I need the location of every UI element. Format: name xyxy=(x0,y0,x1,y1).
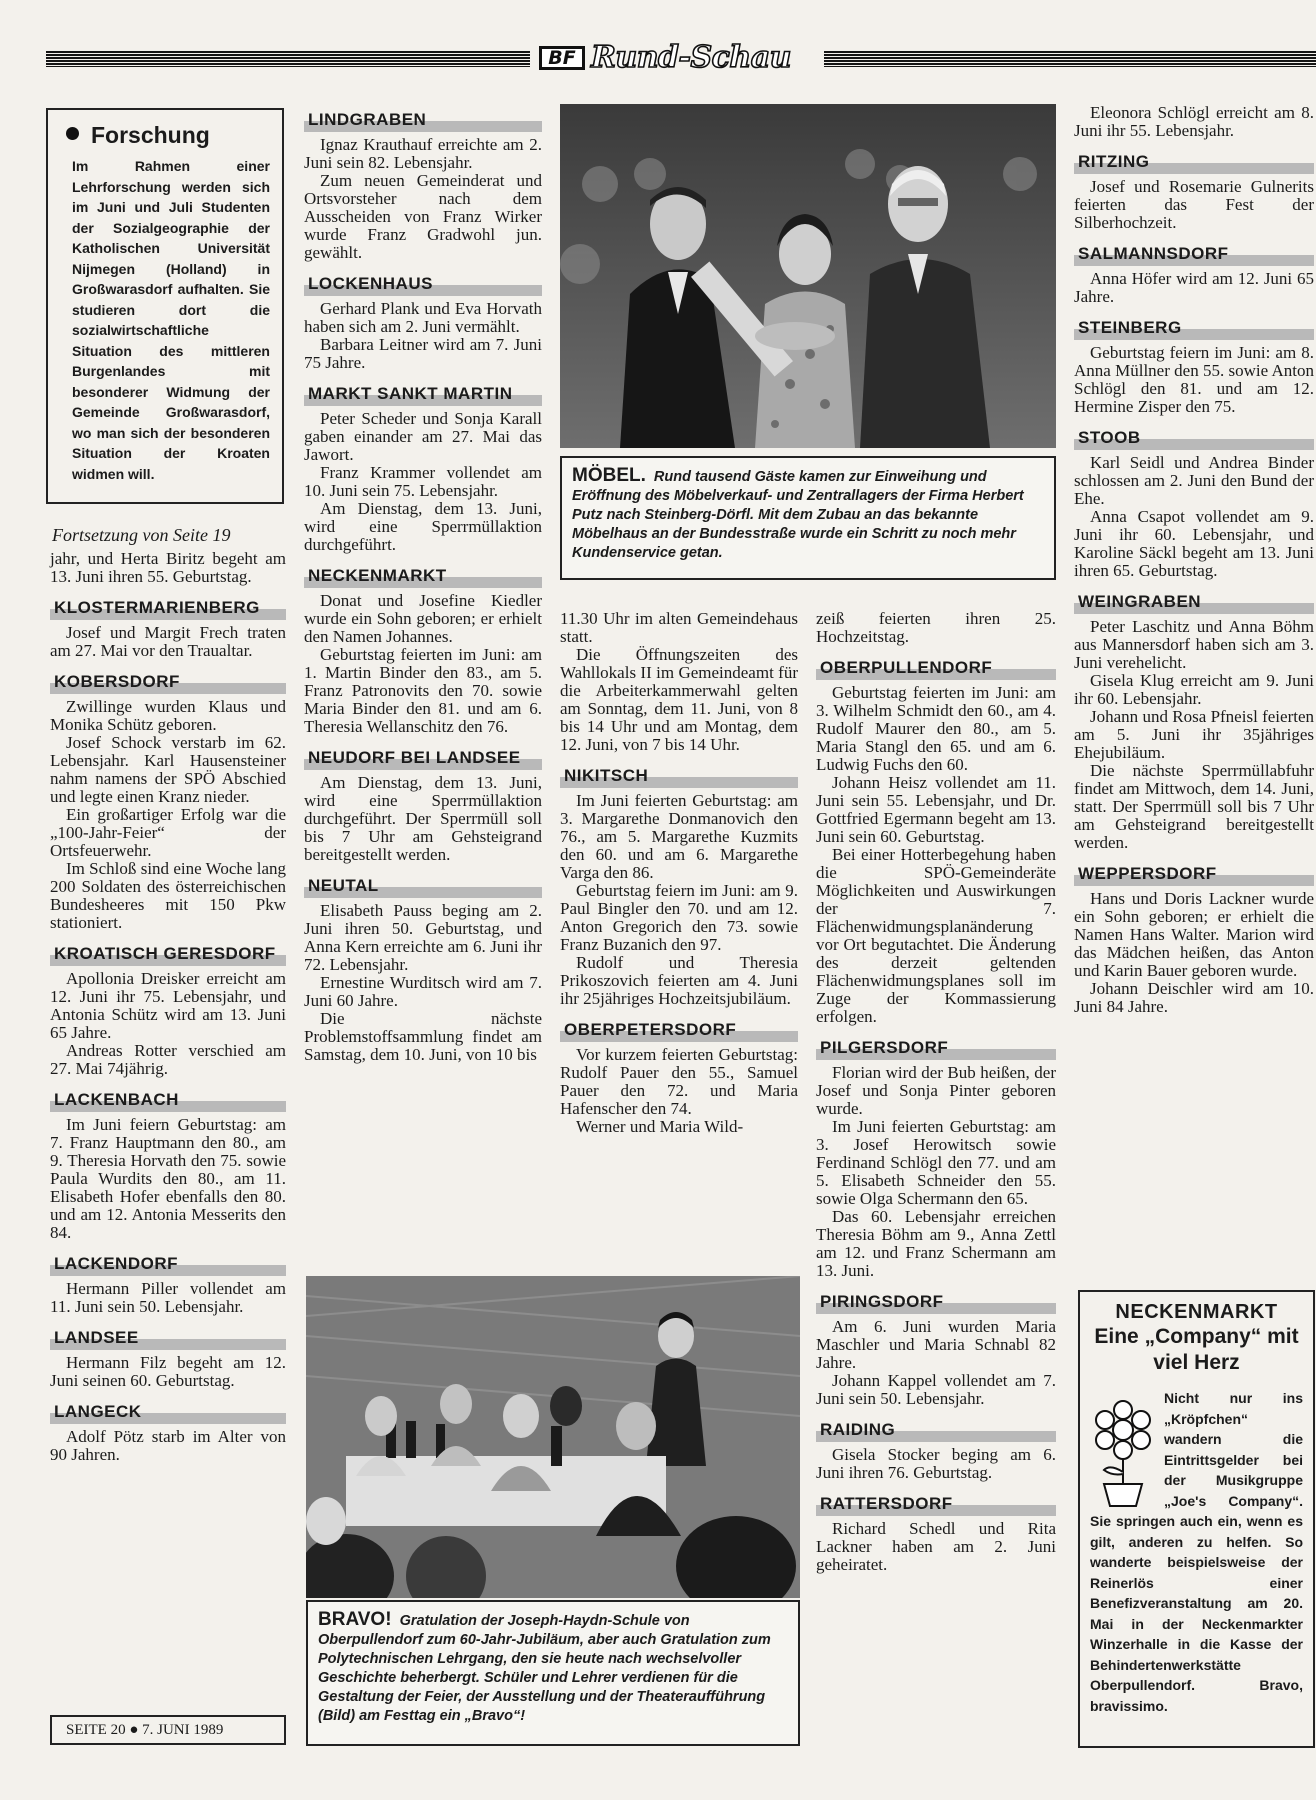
article-text: Adolf Pötz starb im Alter von 90 Jahren. xyxy=(50,1427,286,1464)
heading-lindgraben: LINDGRABEN xyxy=(304,108,542,132)
article-text: Im Juni feiern Geburtstag: am 7. Franz Hauptmann den 80., am 9. Theresia Horvath den 75. sowie Paula Wurdits den 80., am 11. Elisabeth Hofer ebenfalls den 80. und am 12. Antonia Messerits den 84. xyxy=(50,1115,286,1242)
column-5 xyxy=(1074,104,1314,1016)
heading-lackendorf: LACKENDORF xyxy=(50,1252,286,1276)
article-text: Barbara Leitner wird am 7. Juni 75 Jahre. xyxy=(304,335,542,372)
article-text: Donat und Josefine Kiedler wurde ein Sohn geboren; er erhielt den Namen Johannes. xyxy=(304,591,542,646)
heading-weppersdorf: WEPPERSDORF xyxy=(1074,862,1314,886)
heading-lockenhaus: LOCKENHAUS xyxy=(304,272,542,296)
article-text: Karl Seidl und Andrea Binder schlossen am 2. Juni den Bund der Ehe. xyxy=(1074,453,1314,508)
article-text: Im Juni feierten Geburtstag: am 3. Josef Herowitsch sowie Ferdinand Schlögl den 77. und am 5. Elisabeth Schneider den 55. sowie Olga Schermann den 65. xyxy=(816,1117,1056,1208)
column-2 xyxy=(304,100,542,1064)
heading-lackenbach: LACKENBACH xyxy=(50,1088,286,1112)
heading-markt-sankt-martin: MARKT SANKT MARTIN xyxy=(304,382,542,406)
heading-nikitsch: NIKITSCH xyxy=(560,764,798,788)
article-text: Werner und Maria Wild- xyxy=(576,1117,744,1136)
article-text: Peter Laschitz und Anna Böhm aus Mannersdorf haben sich am 3. Juni verehelicht. xyxy=(1074,617,1314,672)
article-text: Ein großartiger Erfolg war die „100-Jahr-Feier“ der Ortsfeuerwehr. xyxy=(50,805,286,860)
article-text: Richard Schedl und Rita Lackner haben am 2. Juni geheiratet. xyxy=(816,1519,1056,1574)
article-text: Zwillinge wurden Klaus und Monika Schütz geboren. xyxy=(50,697,286,734)
heading-piringsdorf: PIRINGSDORF xyxy=(816,1290,1056,1314)
article-text: Das 60. Lebensjahr erreichen Theresia Böhm am 9., Anna Zettl am 12. und Franz Schermann am 13. Juni. xyxy=(816,1207,1056,1280)
masthead xyxy=(46,40,1316,75)
moebel-photo xyxy=(560,104,1056,448)
article-text: Bei einer Hotterbegehung haben die SPÖ-Gemeinderäte Möglichkeiten und Auswirkungen der 7. Flächenwidmungsplanänderung vor Ort begutachtet. Die Änderung des derzeit geltenden Flächenwidmungsplanes soll im Zuge der Kommassierung erfolgen. xyxy=(816,845,1056,1026)
article-text: Zum neuen Gemeinderat und Ortsvorsteher nach dem Ausscheiden von Franz Wirker wurde Franz Gradwohl jun. gewählt. xyxy=(304,171,542,262)
heading-kroatisch-geresdorf: KROATISCH GERESDORF xyxy=(50,942,286,966)
article-text: Im Juni feierten Geburtstag: am 3. Margarethe Donmanovich den 76., am 5. Margarethe Kuzmits den 60. und am 6. Margarethe Varga den 86. xyxy=(560,791,798,882)
article-text: Am 6. Juni wurden Maria Maschler und Maria Schnabl 82 Jahre. xyxy=(816,1317,1056,1372)
article-text: Elisabeth Pauss beging am 2. Juni ihren 50. Geburtstag, und Anna Kern erreichte am 6. Juni ihr 72. Lebensjahr. xyxy=(304,901,542,974)
continuation-note: Fortsetzung von Seite 19 xyxy=(52,525,231,545)
heading-ritzing: RITZING xyxy=(1074,150,1314,174)
heading-pilgersdorf: PILGERSDORF xyxy=(816,1036,1056,1060)
forschung-title: Forschung xyxy=(66,122,270,148)
bravo-caption xyxy=(306,1600,800,1746)
article-text: Am Dienstag, dem 13. Juni, wird eine Sperrmüllaktion durchgeführt. Der Sperrmüll soll bis 7 Uhr am Gehsteigrand bereitgestellt werden. xyxy=(304,773,542,864)
article-text: Rudolf und Theresia Prikoszovich feierten am 4. Juni ihr 25jähriges Hochzeitsjubiläum. xyxy=(560,953,798,1008)
article-text: Peter Scheder und Sonja Karall gaben einander am 27. Mai das Jawort. xyxy=(304,409,542,464)
article-text: Vor kurzem feierten Geburtstag: Rudolf Pauer den 55., Samuel Pauer den 72. und Maria Hafenscher den 74. xyxy=(560,1045,798,1118)
heading-rattersdorf: RATTERSDORF xyxy=(816,1492,1056,1516)
article-text: Die nächste Sperrmüllabfuhr findet am Mittwoch, dem 14. Juni, statt. Der Sperrmüll soll bis 7 Uhr am Gehsteigrand bereitgestellt werden. xyxy=(1074,761,1314,852)
flower-pot-icon xyxy=(1090,1398,1156,1508)
heading-stoob: STOOB xyxy=(1074,426,1314,450)
article-text: Ignaz Krauthauf erreichte am 2. Juni sein 82. Lebensjahr. xyxy=(304,135,542,172)
article-text: Gisela Klug erreicht am 9. Juni ihr 60. Lebensjahr. xyxy=(1074,671,1314,708)
heading-oberpullendorf: OBERPULLENDORF xyxy=(816,656,1056,680)
article-text: Johann Heisz vollendet am 11. Juni sein 55. Lebensjahr, und Dr. Gottfried Egermann begeht am 13. Juni sein 60. Geburtstag. xyxy=(816,773,1056,846)
moebel-caption xyxy=(560,456,1056,580)
masthead-rule-right xyxy=(824,51,1316,67)
company-box-head: NECKENMARKT xyxy=(1115,1301,1278,1323)
column-3 xyxy=(560,610,798,1136)
bf-logo: BF xyxy=(539,46,585,70)
article-text: Ernestine Wurditsch wird am 7. Juni 60 Jahre. xyxy=(304,973,542,1010)
article-text: Josef und Rosemarie Gulnerits feierten das Fest der Silberhochzeit. xyxy=(1074,177,1314,232)
heading-neckenmarkt: NECKENMARKT xyxy=(304,564,542,588)
forschung-box xyxy=(46,108,284,504)
article-text: Im Schloß sind eine Woche lang 200 Soldaten des österreichischen Bundesheeres mit 150 Pkw stationiert. xyxy=(50,859,286,932)
company-box-body xyxy=(1090,1388,1303,1716)
article-text: Hans und Doris Lackner wurde ein Sohn geboren; er erhielt die Namen Hans Walter. Marion wird das Mädchen heißen, das Anton und Karin Bauer geboren wurde. xyxy=(1074,889,1314,980)
moebel-photo-image xyxy=(560,104,1056,448)
moebel-caption-text: Rund tausend Gäste kamen zur Einweihung und Eröffnung des Möbelverkauf- und Zentrallagers der Firma Herbert Putz nach Steinberg-Dörfl. Mit dem Zubau an das bekannte Möbelhaus an der Bundesstraße wurde ein Schritt zu noch mehr Kundenservice getan. xyxy=(572,469,1024,561)
heading-salmannsdorf: SALMANNSDORF xyxy=(1074,242,1314,266)
article-text: Hermann Piller vollendet am 11. Juni sein 50. Lebensjahr. xyxy=(50,1279,286,1316)
company-box xyxy=(1078,1290,1315,1748)
article-text: Josef und Margit Frech traten am 27. Mai vor den Traualtar. xyxy=(50,623,286,660)
page-footer: SEITE 20 ● 7. JUNI 1989 xyxy=(50,1715,286,1745)
heading-landsee: LANDSEE xyxy=(50,1326,286,1350)
article-text: Geburtstag feiern im Juni: am 8. Anna Müllner den 55. sowie Anton Schlögl den 81. und am 12. Hermine Zisper den 75. xyxy=(1074,343,1314,416)
article-text: jahr, und Herta Biritz begeht am 13. Juni ihren 55. Geburtstag. xyxy=(50,549,286,586)
heading-kobersdorf: KOBERSDORF xyxy=(50,670,286,694)
article-text: 11.30 Uhr im alten Gemeindehaus statt. xyxy=(560,609,798,646)
heading-klostermarienberg: KLOSTERMARIENBERG xyxy=(50,596,286,620)
article-text: Hermann Filz begeht am 12. Juni seinen 60. Geburtstag. xyxy=(50,1353,286,1390)
heading-steinberg: STEINBERG xyxy=(1074,316,1314,340)
article-text: Florian wird der Bub heißen, der Josef und Sonja Pinter geboren wurde. xyxy=(816,1063,1056,1118)
masthead-rule-left xyxy=(46,51,530,67)
bullet-icon xyxy=(66,127,79,140)
article-text: Johann Deischler wird am 10. Juni 84 Jahre. xyxy=(1074,979,1314,1016)
masthead-logo xyxy=(535,40,815,75)
article-text: Eleonora Schlögl erreicht am 8. Juni ihr 55. Lebensjahr. xyxy=(1074,103,1314,140)
article-text: Anna Csapot vollendet am 9. Juni ihr 60. Lebensjahr, und Karoline Säckl begeht am 13. Juni ihren 65. Geburtstag. xyxy=(1074,507,1314,580)
article-text: Gerhard Plank und Eva Horvath haben sich am 2. Juni vermählt. xyxy=(304,299,542,336)
article-text: Andreas Rotter verschied am 27. Mai 74jährig. xyxy=(50,1041,286,1078)
article-text: Geburtstag feierten im Juni: am 3. Wilhelm Schmidt den 60., am 4. Rudolf Maurer den 80., am 5. Maria Stangl den 65. und am 6. Ludwig Fuchs den 60. xyxy=(816,683,1056,774)
bravo-caption-head: BRAVO! xyxy=(318,1609,392,1630)
article-text: Geburtstag feiern im Juni: am 9. Paul Bingler den 70. und am 12. Anton Gregorich den 73. sowie Franz Buzanich den 97. xyxy=(560,881,798,954)
bravo-photo xyxy=(306,1276,800,1598)
heading-neutal: NEUTAL xyxy=(304,874,542,898)
bravo-photo-image xyxy=(306,1276,800,1598)
heading-raiding: RAIDING xyxy=(816,1418,1056,1442)
article-text: Am Dienstag, dem 13. Juni, wird eine Sperrmüllaktion durchgeführt. xyxy=(304,499,542,554)
heading-oberpetersdorf: OBERPETERSDORF xyxy=(560,1018,798,1042)
company-box-title: Eine „Company“ mit viel Herz xyxy=(1094,1325,1299,1374)
article-text: Die nächste Problemstoffsammlung findet am Samstag, dem 10. Juni, von 10 bis xyxy=(304,1009,542,1064)
column-4 xyxy=(816,610,1056,1574)
section-title: Rund-Schau xyxy=(591,40,791,75)
moebel-caption-head: MÖBEL. xyxy=(572,465,646,486)
article-text: Franz Krammer vollendet am 10. Juni sein 75. Lebensjahr. xyxy=(304,463,542,500)
forschung-text: Im Rahmen einer Lehrforschung werden sich im Juni und Juli Studenten der Sozialgeographie der Katholischen Universität Nijmegen (Holland) in Großwarasdorf aufhalten. Sie studieren dort die sozialwirtschaftliche Situation des mittleren Burgenlandes mit besonderer Widmung der Gemeinde Großwarasdorf, wo man sich der besonderen Situation der Kroaten widmen will. xyxy=(72,158,270,482)
heading-weingraben: WEINGRABEN xyxy=(1074,590,1314,614)
article-text: Apollonia Dreisker erreicht am 12. Juni ihr 75. Lebensjahr, und Antonia Schütz wird am 13. Juni 65 Jahre. xyxy=(50,969,286,1042)
company-box-text: Nicht nur ins „Kröpfchen“ wandern die Eintrittsgelder bei der Musikgruppe „Joe's Company“. Sie springen auch ein, wenn es gilt, anderen zu helfen. So wanderte beispielsweise der Reinerlös einer Benefizveranstaltung am 20. Mai in der Neckenmarkter Winzerhalle in die Kasse der Behindertenwerkstätte Oberpullendorf. Bravo, bravissimo. xyxy=(1090,1390,1303,1714)
article-text: Josef Schock verstarb im 62. Lebensjahr. Karl Hausensteiner nahm namens der SPÖ Abschied und legte einen Kranz nieder. xyxy=(50,733,286,806)
article-text: zeiß feierten ihren 25. Hochzeitstag. xyxy=(816,609,1056,646)
article-text: Gisela Stocker beging am 6. Juni ihren 76. Geburtstag. xyxy=(816,1445,1056,1482)
article-text: Geburtstag feierten im Juni: am 1. Martin Binder den 83., am 5. Franz Patronovits den 70. sowie Maria Binder den 81. und am 6. Theresia Wellanschitz den 76. xyxy=(304,645,542,736)
article-text: Johann und Rosa Pfneisl feierten am 5. Juni ihr 35jähriges Ehejubiläum. xyxy=(1074,707,1314,762)
bravo-caption-text: Gratulation der Joseph-Haydn-Schule von Oberpullendorf zum 60-Jahr-Jubiläum, aber auch Gratulation zum Polytechnischen Lehrgang, den sie heute nach wechselvoller Geschichte beherbergt. Schüler und Lehrer verdienen für die Gestaltung der Feier, der Ausstellung und der Theateraufführung (Bild) am Festtag ein „Bravo“! xyxy=(318,1613,771,1724)
heading-neudorf: NEUDORF BEI LANDSEE xyxy=(304,746,542,770)
column-1 xyxy=(50,520,286,1464)
article-text: Anna Höfer wird am 12. Juni 65 Jahre. xyxy=(1074,269,1314,306)
article-text: Johann Kappel vollendet am 7. Juni sein 50. Lebensjahr. xyxy=(816,1371,1056,1408)
article-text: Die Öffnungszeiten des Wahllokals II im Gemeindeamt für die Arbeiterkammerwahl gelten am Sonntag, dem 11. Juni, von 8 bis 14 Uhr und am Montag, dem 12. Juni, von 7 bis 14 Uhr. xyxy=(560,645,798,754)
heading-langeck: LANGECK xyxy=(50,1400,286,1424)
